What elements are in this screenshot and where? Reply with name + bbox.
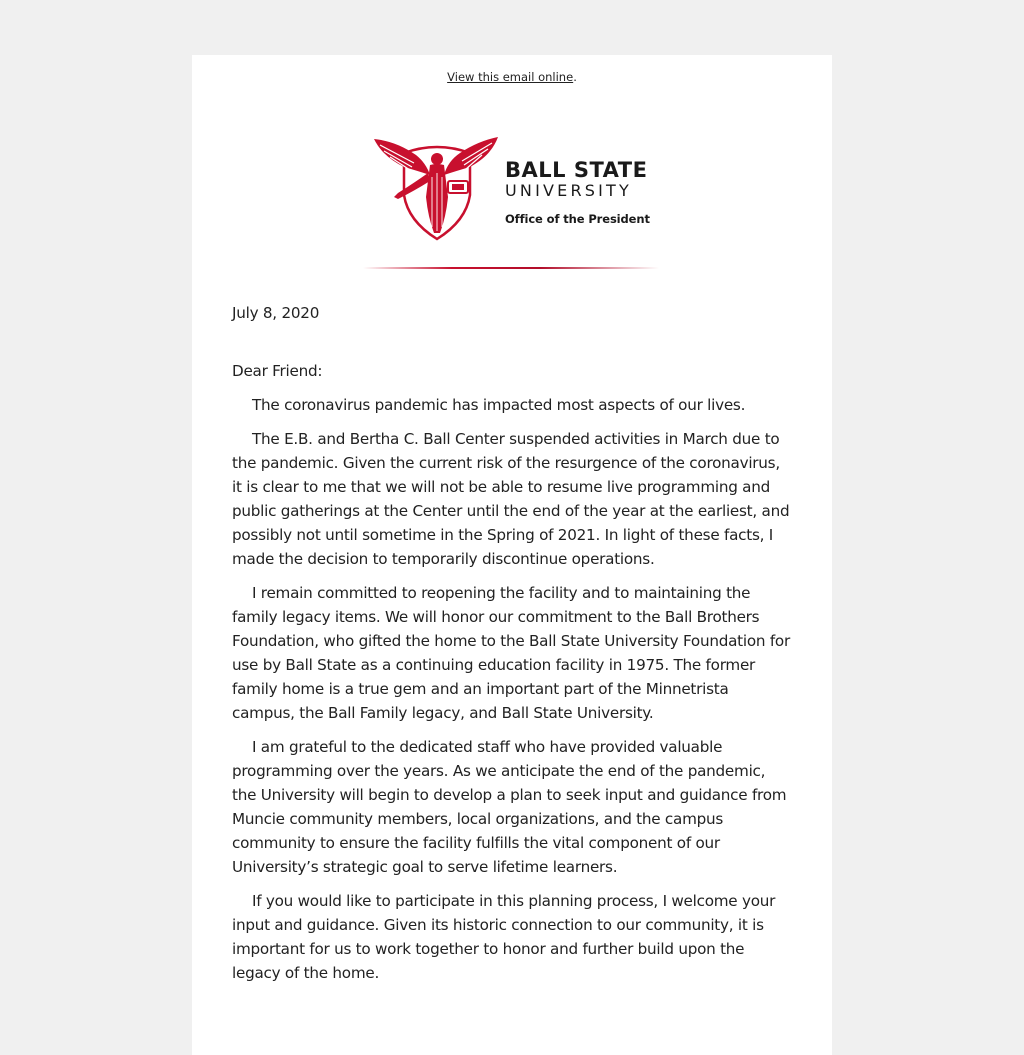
letter-salutation: Dear Friend: <box>232 362 323 380</box>
letter-paragraph: The coronavirus pandemic has impacted most aspects of our lives. <box>252 396 746 414</box>
view-online-suffix: . <box>573 70 577 84</box>
university-name-line1: BALL STATE <box>505 158 648 182</box>
letter-paragraph: The E.B. and Bertha C. Ball Center suspended activities in March due to the pandemic. Given the current risk of the resurgence of the coronavirus, it is clear to me that we will not be able to resume live programming and public gatherings at the Center until the end of the year at the earliest, and possibly not until sometime in the Spring of 2021. In light of these facts, I made the decision to temporarily discontinue operations. <box>232 430 790 568</box>
office-name: Office of the President <box>505 212 650 226</box>
ball-state-logo <box>374 137 654 243</box>
email-body <box>192 55 832 1055</box>
university-name-line2: UNIVERSITY <box>505 181 632 200</box>
letter-date: July 8, 2020 <box>232 304 320 322</box>
view-online-row <box>192 70 832 84</box>
header-divider <box>363 267 659 269</box>
view-email-online-link[interactable]: View this email online <box>447 70 574 84</box>
letter-paragraph: If you would like to participate in this planning process, I welcome your input and guidance. Given its historic connection to our community, it is important for us to work together to honor and further build upon the legacy of the home. <box>232 892 776 982</box>
wordmark <box>505 159 650 226</box>
letter-paragraph: I am grateful to the dedicated staff who have provided valuable programming over the years. As we anticipate the end of the pandemic, the University will begin to develop a plan to seek input and guidance from Muncie community members, local organizations, and the campus community to ensure the facility fulfills the vital component of our University’s strategic goal to serve lifetime learners. <box>232 738 787 876</box>
cardinal-beneficence-seal-icon <box>374 137 500 241</box>
letter-paragraph: I remain committed to reopening the facility and to maintaining the family legacy items. We will honor our commitment to the Ball Brothers Foundation, who gifted the home to the Ball State University Foundation for use by Ball State as a continuing education facility in 1975. The former family home is a true gem and an important part of the Minnetrista campus, the Ball Family legacy, and Ball State University. <box>232 584 790 722</box>
letter-content <box>232 301 792 995</box>
